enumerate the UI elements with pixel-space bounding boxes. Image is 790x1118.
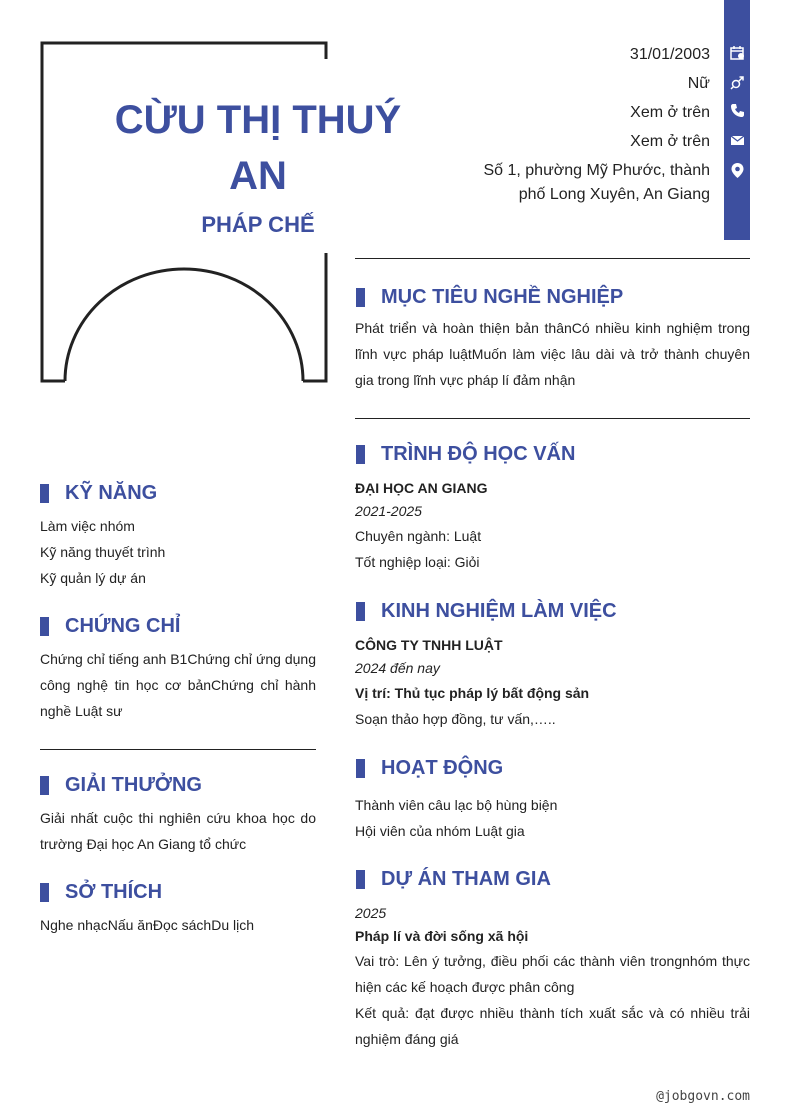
contact-icon-bar [724, 0, 750, 240]
school-name: ĐẠI HỌC AN GIANG [355, 480, 488, 496]
heading-marker [40, 617, 49, 636]
heading-marker [356, 870, 365, 889]
experience-position: Vị trí: Thủ tục pháp lý bất động sản [355, 685, 590, 701]
birthdate: 31/01/2003 [629, 46, 710, 63]
experience-heading [356, 600, 617, 623]
activities-heading [356, 757, 503, 780]
email: Xem ở trên [630, 133, 710, 150]
project-name: Pháp lí và đời sống xã hội [355, 928, 529, 944]
section-title: TRÌNH ĐỘ HỌC VẤN [381, 443, 576, 465]
education-major: Chuyên ngành: Luật [355, 528, 482, 544]
job-title: PHÁP CHẾ [201, 212, 315, 237]
hobbies-text: Nghe nhạcNấu ănĐọc sáchDu lịch [40, 917, 255, 933]
skills-list [40, 513, 316, 591]
full-name-line2: AN [229, 154, 287, 198]
section-title: SỞ THÍCH [65, 881, 163, 903]
experience-description: Soạn thảo hợp đồng, tư vấn,….. [355, 711, 556, 727]
divider [355, 418, 750, 419]
divider [40, 749, 316, 750]
address-line1: Số 1, phường Mỹ Phước, thành [483, 162, 710, 179]
project-role: Vai trò: Lên ý tưởng, điều phối các thành viên trongnhóm thực hiện các kế hoạch được phân công [355, 953, 750, 995]
objective-text: Phát triển và hoàn thiện bản thânCó nhiều kinh nghiệm trong lĩnh vực pháp luậtMuốn làm việc lâu dài và trở thành chuyên gia trong lĩnh vực pháp lí đảm nhận [355, 320, 750, 388]
mail-icon [729, 132, 745, 148]
calendar-icon [729, 44, 745, 60]
project-year: 2025 [355, 905, 387, 921]
education-heading [356, 443, 575, 466]
gender-icon [729, 74, 745, 90]
section-title: KINH NGHIỆM LÀM VIỆC [381, 600, 617, 622]
activities-list [355, 792, 750, 844]
heading-marker [356, 288, 365, 307]
section-title: GIẢI THƯỞNG [65, 774, 202, 796]
footer-credit: @jobgovn.com [656, 1089, 750, 1104]
list-item: Thành viên câu lạc bộ hùng biện [355, 797, 558, 813]
skills-heading [40, 482, 157, 505]
list-item: Kỹ quản lý dự án [40, 570, 146, 586]
projects-heading [356, 868, 551, 891]
location-icon [729, 162, 745, 178]
awards-text: Giải nhất cuộc thi nghiên cứu khoa học do trường Đại học An Giang tổ chức [40, 810, 316, 852]
gender: Nữ [687, 75, 710, 92]
section-title: KỸ NĂNG [65, 482, 158, 504]
divider [355, 258, 750, 259]
experience-period: 2024 đến nay [355, 660, 440, 676]
objective-heading [356, 286, 623, 309]
awards-heading [40, 774, 202, 797]
education-grade: Tốt nghiệp loại: Giỏi [355, 554, 480, 570]
heading-marker [356, 445, 365, 464]
project-entry [355, 902, 750, 1052]
list-item: Kỹ năng thuyết trình [40, 544, 166, 560]
full-name-line1: CỪU THỊ THUÝ [114, 98, 402, 142]
phone-icon [729, 102, 745, 118]
section-title: CHỨNG CHỈ [65, 615, 181, 637]
heading-marker [356, 602, 365, 621]
phone: Xem ở trên [630, 104, 710, 121]
project-result: Kết quả: đạt được nhiều thành tích xuất sắc và có nhiều trải nghiệm đáng giá [355, 1005, 750, 1047]
list-item: Hội viên của nhóm Luật gia [355, 823, 525, 839]
company-name: CÔNG TY TNHH LUẬT [355, 637, 503, 653]
heading-marker [40, 484, 49, 503]
section-title: DỰ ÁN THAM GIA [381, 868, 551, 890]
education-entry [355, 477, 750, 575]
certificates-heading [40, 615, 180, 638]
education-period: 2021-2025 [355, 503, 422, 519]
contact-info [430, 40, 710, 207]
section-title: MỤC TIÊU NGHỀ NGHIỆP [381, 286, 624, 308]
name-block [88, 92, 428, 238]
hobbies-heading [40, 881, 162, 904]
certificates-text: Chứng chỉ tiếng anh B1Chứng chỉ ứng dụng công nghệ tin học cơ bảnChứng chỉ hành nghề Luật sư [40, 651, 316, 719]
heading-marker [40, 776, 49, 795]
list-item: Làm việc nhóm [40, 518, 135, 534]
experience-entry [355, 634, 750, 732]
heading-marker [40, 883, 49, 902]
address-line2: phố Long Xuyên, An Giang [518, 186, 710, 203]
heading-marker [356, 759, 365, 778]
section-title: HOẠT ĐỘNG [381, 757, 504, 779]
